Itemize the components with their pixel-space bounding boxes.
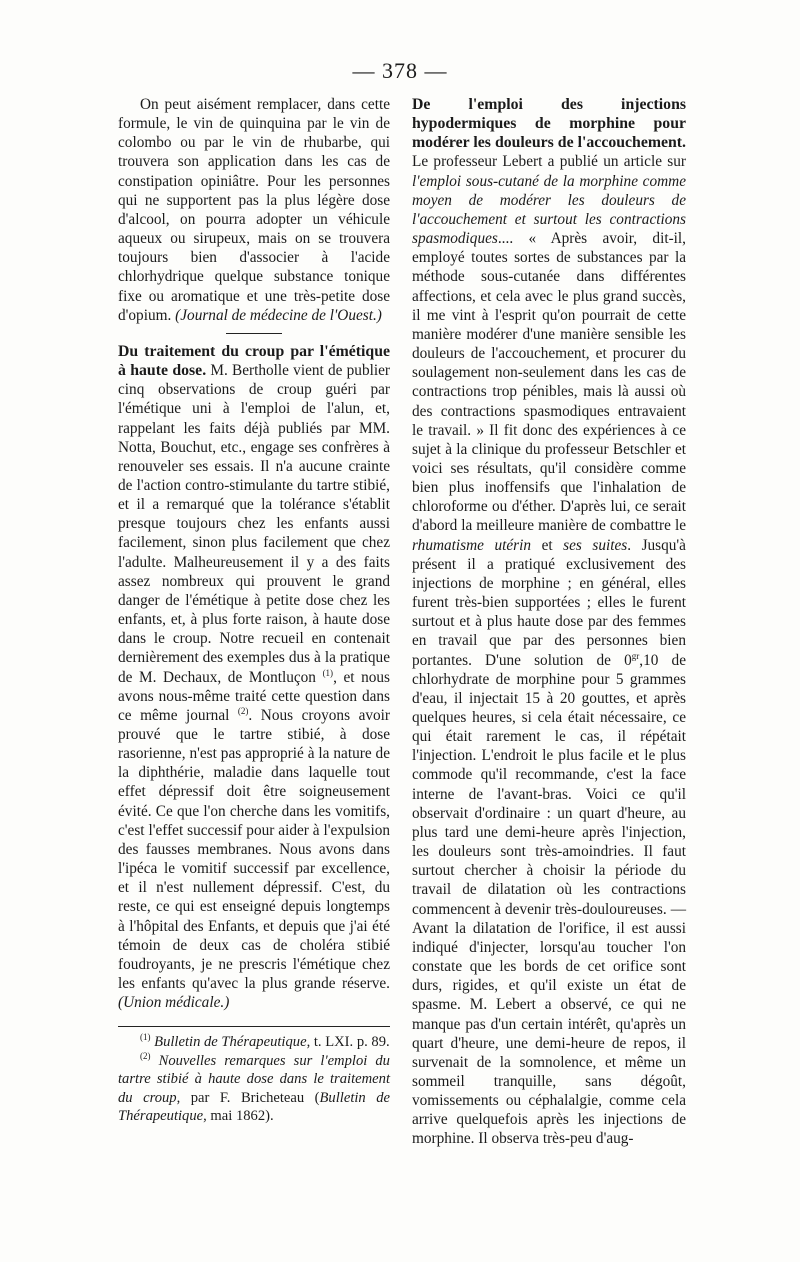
italic-term: rhumatisme utérin bbox=[412, 536, 532, 554]
paragraph-formula-note bbox=[118, 95, 390, 325]
paragraph-text: . Jusqu'à présent il a pratiqué exclusivement des injections de morphine ; en général, elles furent très-bien supportées ; elles le furent surtout et à plus haute dose par des femmes en travail que par des personnes bien portantes. D'une solution de 0 bbox=[412, 536, 686, 669]
paragraph-text: Le professeur Lebert a publié un article sur bbox=[412, 153, 686, 171]
footnote-2 bbox=[118, 1052, 390, 1126]
footnote-title: Bulletin de Thérapeutique bbox=[154, 1034, 307, 1051]
source-citation: (Union médicale.) bbox=[118, 994, 230, 1012]
left-column bbox=[118, 95, 390, 1126]
footnote-ref-1[interactable]: (1) bbox=[322, 667, 334, 678]
paragraph-text: . Nous croyons avoir prouvé que le tartre stibié, à dose rasorienne, n'est pas approprié à la nature de la diphthérie, maladie dans laquelle tout effet dépressif doit être soigneusement évité. Ce que l'on cherche dans les vomitifs, c'est l'effet successif pour aider à l'expulsion des fausses membranes. Nous avons dans l'ipéca le vomitif successif par excellence, et il n'est nullement dépressif. C'est, du reste, ce qui est enseigné depuis longtemps à l'hôpital des Enfants, et depuis que j'ai été témoin de deux cas de choléra stibié foudroyants, je ne prescris l'émétique chez les enfants qu'avec la plus grande réserve. bbox=[118, 706, 390, 993]
page-number: — 378 — bbox=[352, 58, 448, 83]
footnote-text: , par F. Bricheteau ( bbox=[176, 1089, 320, 1106]
article-title-italic: l'emploi sous-cutané de la morphine comme moyen de modérer les douleurs de l'accouchement et surtout les contractions spasmodiques bbox=[412, 172, 686, 248]
paragraph-text: , et nous avons nous-même traité cette question dans ce même journal bbox=[118, 668, 390, 724]
paragraph-text: .... « Après avoir, dit-il, employé toutes sortes de substances par la méthode sous-cutanée dans différentes affections, et cela avec le plus grand succès, il me vint à l'esprit qu'on pourrait de cette manière modérer d'une manière sensible les douleurs de l'accouchement, et procurer du soulagement non-seulement dans les cas de contractions trop pénibles, mais là aussi où des contractions spasmodiques entravaient le travail. » Il fit donc des expériences à ce sujet à la clinique du professeur Betschler et voici ses résultats, qu'il considère comme bien plus inoffensifs que l'inhalation de chloroforme ou d'éther. D'après lui, ce serait d'abord la meilleure manière de combattre le bbox=[412, 230, 686, 535]
article-heading: Du traitement du croup par l'émétique à haute dose. bbox=[118, 342, 390, 380]
article-heading: De l'emploi des injections hypodermiques de morphine pour modérer les douleurs de l'accouchement. bbox=[412, 96, 686, 152]
footnote-mark: (1) bbox=[140, 1032, 151, 1043]
article-croup bbox=[118, 342, 390, 1012]
paragraph-text: et bbox=[531, 536, 564, 554]
footnote-ref-2[interactable]: (2) bbox=[237, 705, 249, 716]
footnote-rule bbox=[118, 1026, 390, 1027]
unit-superscript: gr bbox=[631, 650, 640, 661]
footnote-1 bbox=[118, 1033, 390, 1052]
footnote-title: Nouvelles remarques sur l'emploi du tartre stibié à haute dose dans le traitement du croup bbox=[118, 1052, 390, 1106]
paragraph-text: On peut aisément remplacer, dans cette formule, le vin de quinquina par le vin de colombo ou par le vin de rhubarbe, qui trouvera son application dans les cas de constipation opiniâtre. Pour les personnes qui ne supportent pas la plus légère dose d'alcool, on pourra adopter un véhicule aqueux ou sirupeux, mais on se trouvera toujours bien d'associer à l'acide chlorhydrique quelque substance tonique fixe ou aromatique et une très-petite dose d'opium. bbox=[118, 96, 390, 324]
article-morphine bbox=[412, 95, 686, 1149]
footnote-text: , mai 1862). bbox=[203, 1108, 274, 1125]
section-separator bbox=[226, 333, 282, 334]
right-column bbox=[412, 95, 686, 1149]
footnote-journal: Bulletin de Thérapeutique bbox=[118, 1089, 390, 1125]
footnote-text: , t. LXI. p. 89. bbox=[306, 1034, 390, 1051]
paragraph-text: ,10 de chlorhydrate de morphine pour 5 grammes d'eau, il injectait 15 à 20 gouttes, et après quelques heures, si cela était nécessaire, ce qui était rarement le cas, il répétait l'injection. L'endroit le plus facile et le plus commode qu'il recommande, c'est la face interne de l'avant-bras. Voici ce qu'il observait d'ordinaire : un quart d'heure, au plus tard une demi-heure après l'injection, les douleurs sont très-amoindries. Il faut surtout chercher à choisir la période du travail de dilatation où les contractions commencent à devenir très-douloureuses. — Avant la dilatation de l'orifice, il est aussi indiqué d'injecter, lorsqu'au toucher l'on constate que les bords de cet orifice sont durs, rigides, et qu'il existe un état de spasme. M. Lebert a observé, ce qui ne manque pas d'un certain intérêt, qu'après un quart d'heure, une demi-heure de repos, il survenait de la somnolence, et même un sommeil tranquille, sans dégoût, vomissements ou céphalalgie, comme cela arrive quelquefois après les injections de morphine. Il observa très-peu d'aug- bbox=[412, 651, 686, 1148]
italic-term: ses suites bbox=[563, 536, 628, 554]
paragraph-text: M. Bertholle vient de publier cinq observations de croup guéri par l'émétique uni à l'emploi de l'alun, et, rappelant les faits déjà publiés par MM. Notta, Bouchut, etc., engage ses confrères à renouveler ses essais. Il n'a aucune crainte de l'action contro-stimulante du tartre stibié, et il a remarqué que la tolérance s'établit presque toujours chez les enfants aussi facilement, sinon plus facilement que chez l'adulte. Malheureusement il y a des faits assez nombreux qui prouvent le grand danger de l'émétique à petite dose chez les enfants, et, à plus forte raison, à haute dose dans le croup. Notre recueil en contenait dernièrement des exemples dus à la pratique de M. Dechaux, de Montluçon bbox=[118, 362, 390, 686]
source-citation: (Journal de médecine de l'Ouest.) bbox=[175, 306, 382, 324]
footnote-mark: (2) bbox=[140, 1050, 151, 1061]
